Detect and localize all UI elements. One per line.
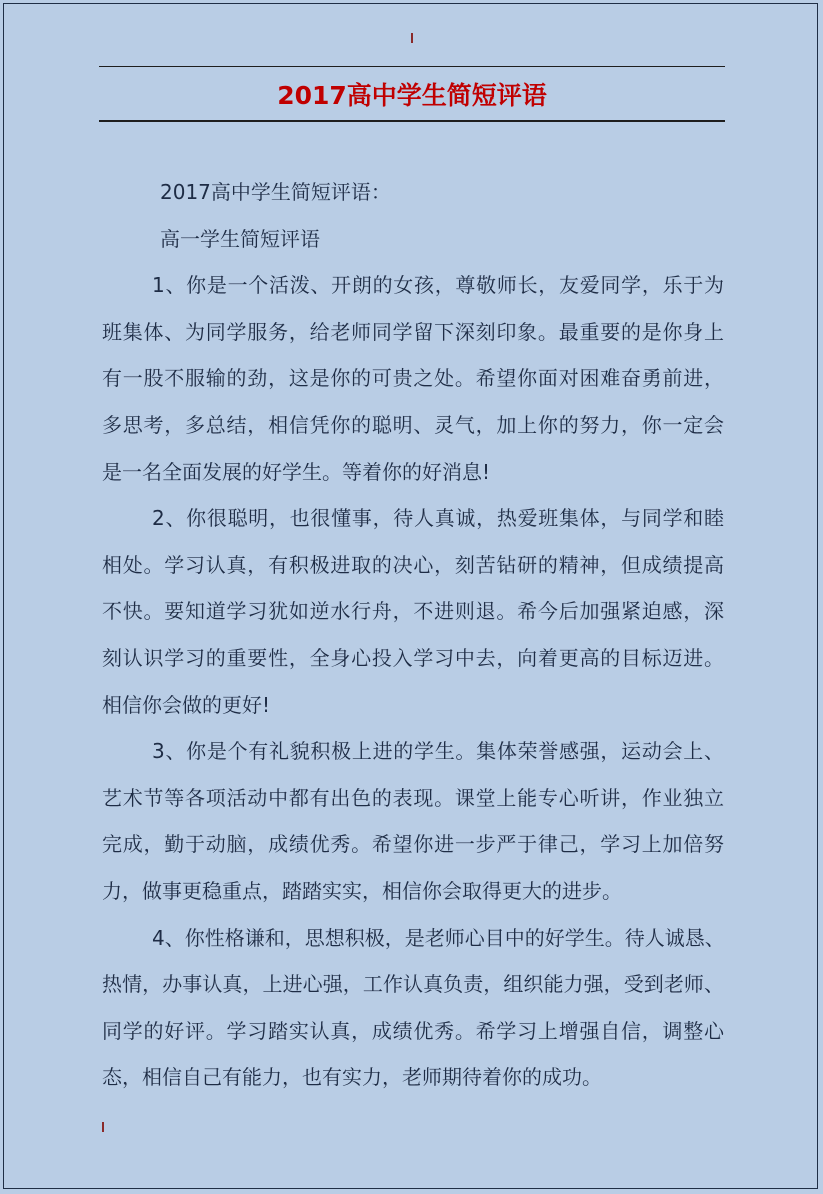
paragraph-line: 同学的好评。学习踏实认真，成绩优秀。希学习上增强自信，调整心	[102, 1018, 724, 1043]
paragraph-line: 3、你是个有礼貌积极上进的学生。集体荣誉感强，运动会上、	[152, 739, 724, 764]
paragraph-line: 2、你很聪明，也很懂事，待人真诚，热爱班集体，与同学和睦	[152, 506, 724, 531]
title-bottom-rule	[99, 120, 725, 122]
comment-paragraph	[102, 495, 724, 728]
paragraph-line: 有一股不服输的劲，这是你的可贵之处。希望你面对困难奋勇前进，	[102, 366, 724, 391]
paragraph-line: 相信你会做的更好!	[102, 692, 271, 717]
paragraph-line: 4、你性格谦和，思想积极，是老师心目中的好学生。待人诚恳、	[152, 925, 725, 950]
section-heading: 高一学生简短评语	[160, 226, 320, 251]
paragraph-line: 不快。要知道学习犹如逆水行舟，不进则退。希今后加强紧迫感，深	[102, 599, 724, 624]
paragraph-line: 班集体、为同学服务，给老师同学留下深刻印象。最重要的是你身上	[102, 319, 724, 344]
paragraph-line: 是一名全面发展的好学生。等着你的好消息!	[102, 459, 491, 484]
paragraph-line: 艺术节等各项活动中都有出色的表现。课堂上能专心听讲，作业独立	[102, 785, 724, 810]
paragraph-line: 力，做事更稳重点，踏踏实实，相信你会取得更大的进步。	[102, 878, 622, 903]
paragraph-line: 完成，勤于动脑，成绩优秀。希望你进一步严于律己，学习上加倍努	[102, 832, 724, 857]
paragraph-line: 多思考，多总结，相信凭你的聪明、灵气，加上你的努力，你一定会	[102, 412, 724, 437]
comment-paragraph	[102, 915, 724, 1101]
paragraph-line: 态，相信自己有能力，也有实力，老师期待着你的成功。	[102, 1065, 602, 1090]
page-corner-mark-top	[411, 33, 413, 43]
intro-line: 2017高中学生简短评语：	[160, 180, 391, 204]
title-top-rule	[99, 66, 725, 67]
paragraph-line: 相处。学习认真，有积极进取的决心，刻苦钻研的精神，但成绩提高	[102, 552, 724, 577]
document-title: 2017高中学生简短评语	[277, 81, 547, 110]
document-body	[102, 169, 724, 1101]
paragraph-line: 热情，办事认真，上进心强，工作认真负责，组织能力强，受到老师、	[102, 972, 724, 997]
paragraph-line: 1、你是一个活泼、开朗的女孩，尊敬师长，友爱同学，乐于为	[152, 273, 724, 298]
page-corner-mark-bottom	[102, 1122, 104, 1132]
comment-paragraph	[102, 262, 724, 495]
comment-paragraph	[102, 728, 724, 914]
paragraph-line: 刻认识学习的重要性，全身心投入学习中去，向着更高的目标迈进。	[102, 645, 724, 670]
